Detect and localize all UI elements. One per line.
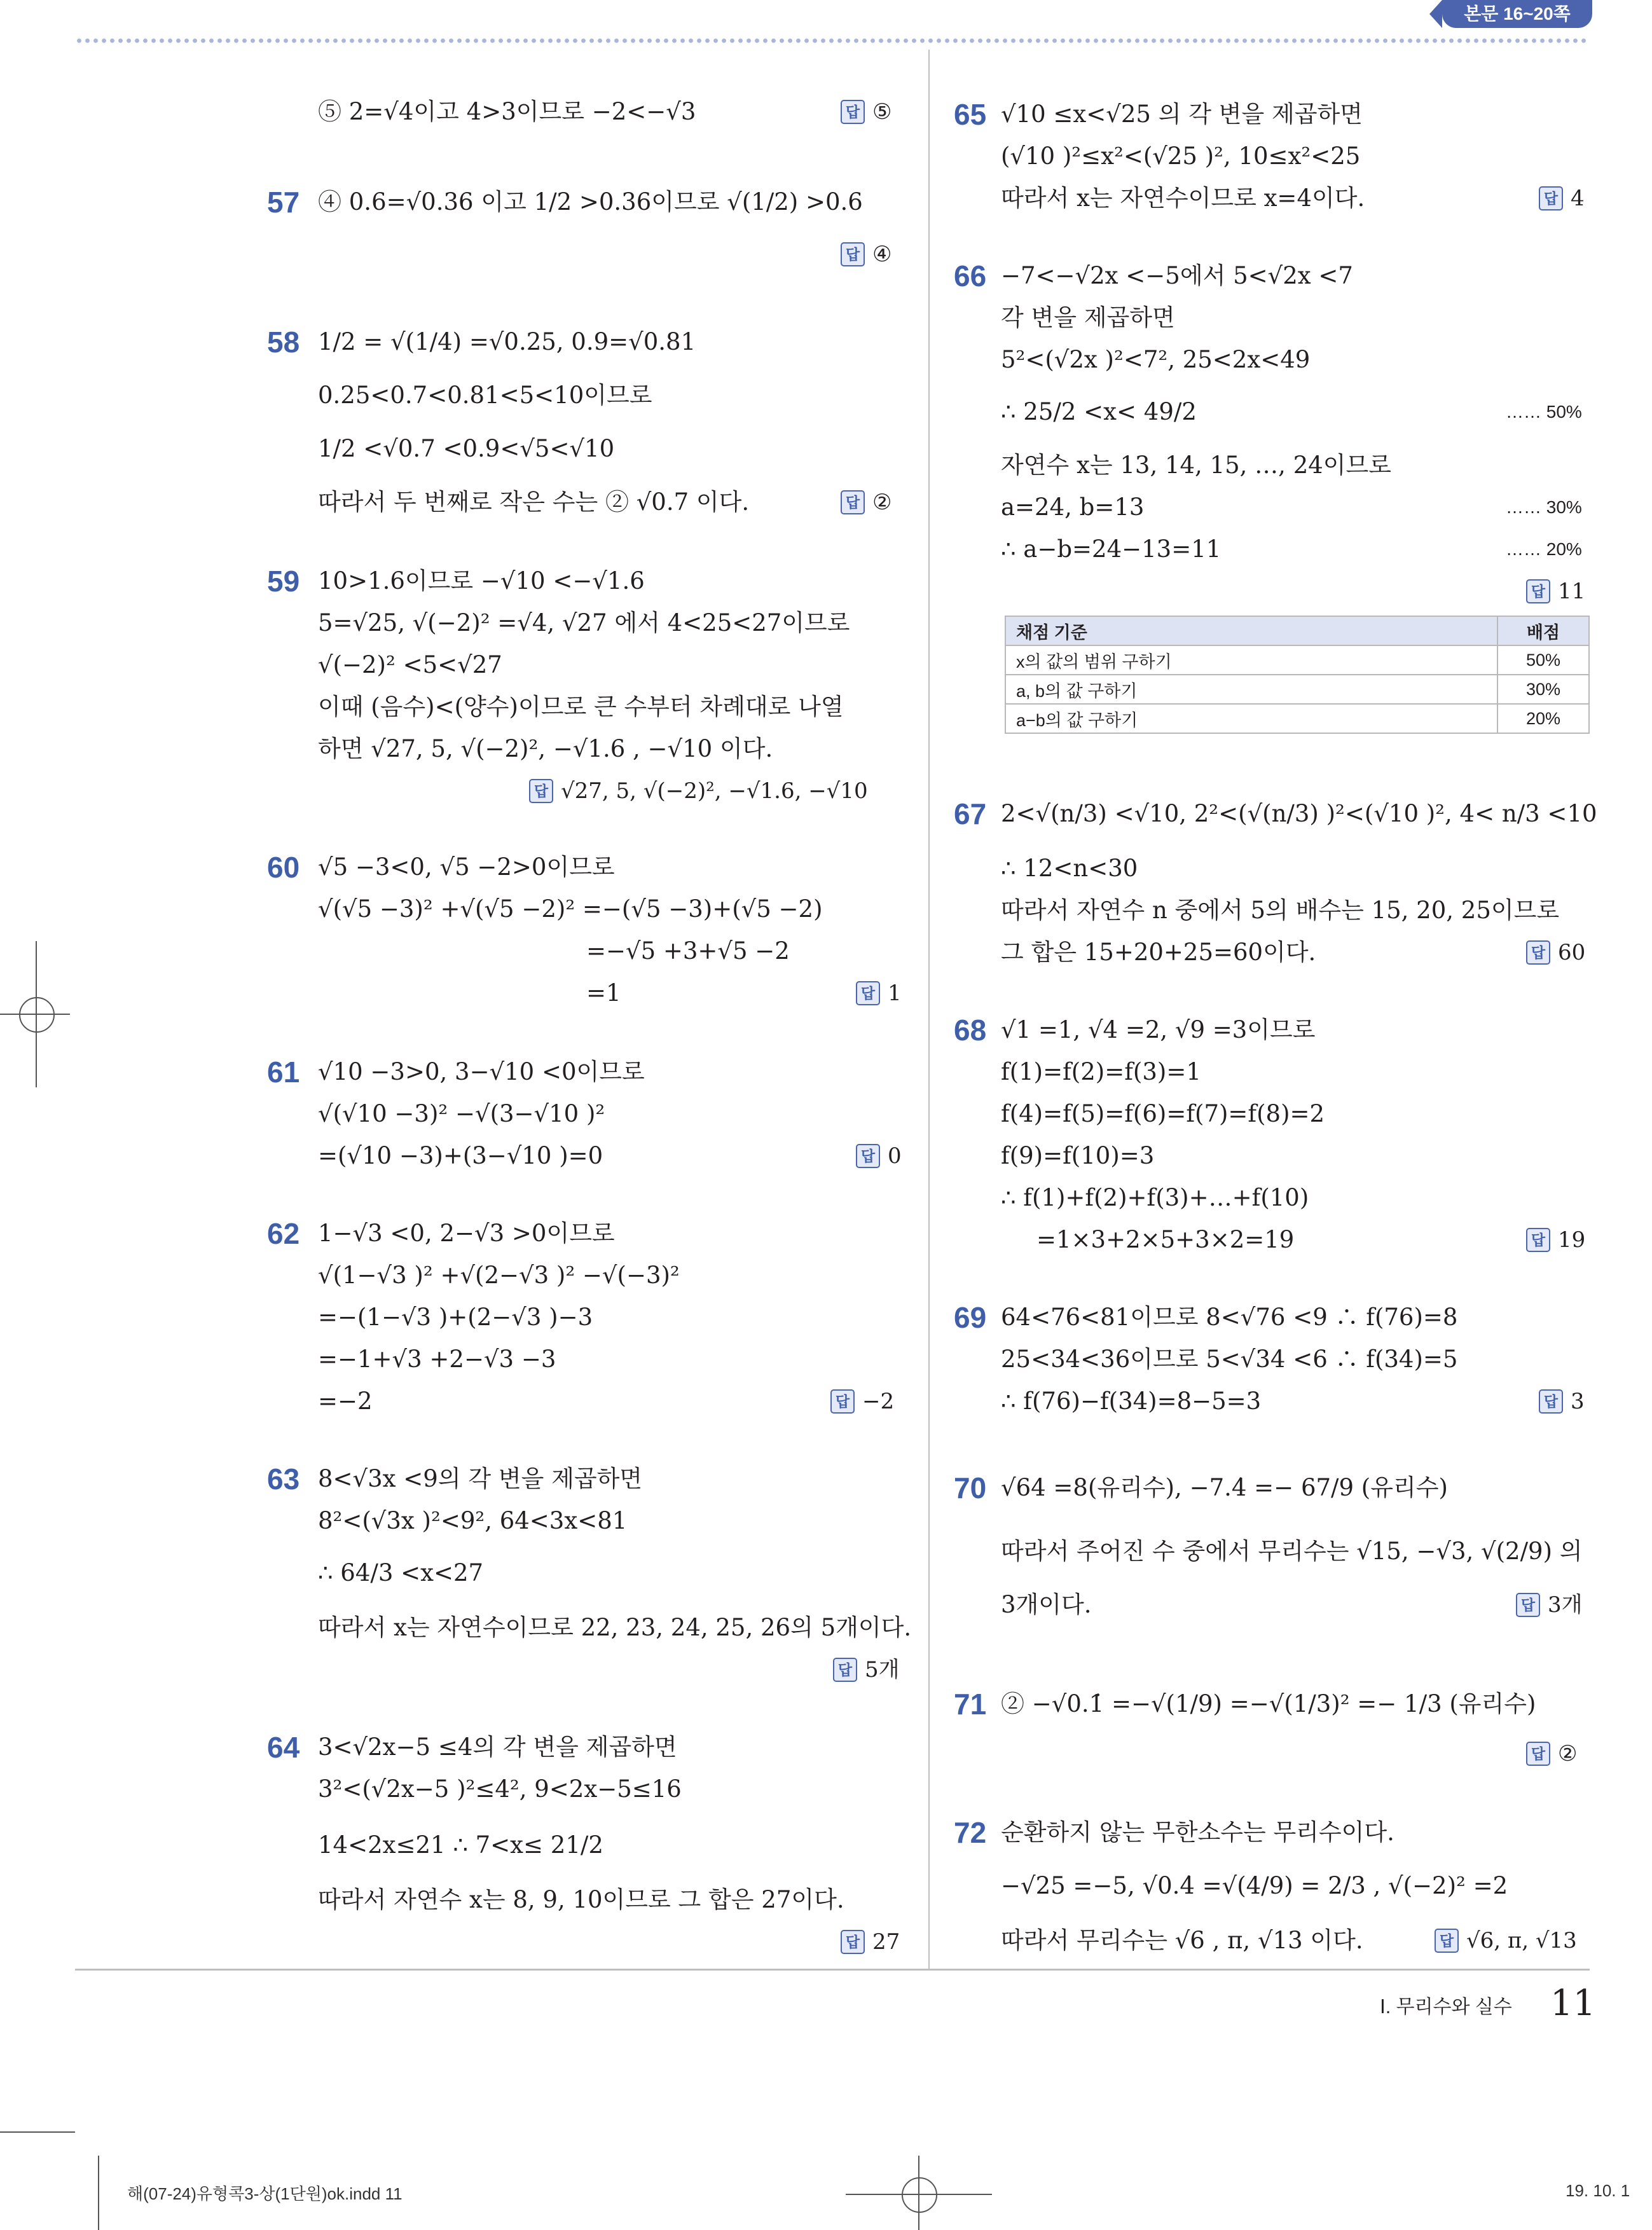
problem-number: 59	[267, 565, 300, 598]
solution-line: √10 ≤x<√25 의 각 변을 제곱하면	[1001, 100, 1363, 128]
grading-criteria: a−b의 값 구하기	[1005, 704, 1497, 733]
solution-line: 64<76<81이므로 8<√76 <9 ∴ f(76)=8	[1001, 1304, 1458, 1331]
solution-line: 따라서 자연수 n 중에서 5의 배수는 15, 20, 25이므로	[1001, 897, 1560, 924]
answer-badge: 답	[841, 490, 865, 514]
answer: 답 0	[856, 1137, 902, 1175]
answer-badge: 답	[841, 242, 865, 266]
answer-badge: 답	[1526, 1742, 1550, 1766]
solution-line: 1/2 <√0.7 <0.9<√5<√10	[318, 435, 615, 462]
grading-header-row	[1005, 616, 1589, 645]
answer-badge: 답	[1516, 1593, 1540, 1617]
answer: 답 5개	[833, 1651, 899, 1689]
table-row	[1005, 675, 1589, 704]
solution-line: −√25 =−5, √0.4̇ =√(4/9) = 2/3 , √(−2)² =2	[1001, 1872, 1508, 1899]
solution-line: 14<2x≤21 ∴ 7<x≤ 21/2	[318, 1831, 603, 1859]
solution-line: ④ 0.6=√0.36 이고 1/2 >0.36이므로 √(1/2) >0.6	[318, 188, 863, 216]
solution-line: 따라서 무리수는 √6 , π, √13 이다.	[1001, 1927, 1363, 1954]
solution-line: =−(1−√3 )+(2−√3 )−3	[318, 1304, 593, 1331]
problem-number: 62	[267, 1217, 300, 1250]
score-percent: …… 20%	[1506, 539, 1582, 559]
grading-criteria: a, b의 값 구하기	[1005, 675, 1497, 704]
problem-number: 57	[267, 186, 300, 219]
answer-badge: 답	[856, 981, 880, 1005]
grading-points: 50%	[1497, 645, 1589, 675]
answer-badge: 답	[841, 1930, 865, 1954]
solution-line: 5²<(√2x )²<7², 25<2x<49	[1001, 346, 1311, 373]
answer: 답 19	[1526, 1221, 1585, 1259]
solution-line: 따라서 x는 자연수이므로 22, 23, 24, 25, 26의 5개이다.	[318, 1614, 912, 1641]
solution-line: ∴ 64/3 <x<27	[318, 1559, 484, 1586]
solution-line: 자연수 x는 13, 14, 15, …, 24이므로	[1001, 451, 1391, 479]
solution-line: 5=√25, √(−2)² =√4, √27 에서 4<25<27이므로	[318, 609, 850, 637]
solution-line: 순환하지 않는 무한소수는 무리수이다.	[1001, 1819, 1394, 1846]
answer: 답 √6, π, √13	[1435, 1922, 1577, 1960]
answer-badge: 답	[529, 779, 553, 803]
problem-number: 58	[267, 326, 300, 359]
problem-number: 66	[954, 259, 987, 293]
answer-badge: 답	[1539, 186, 1563, 210]
answer: 답 3	[1539, 1382, 1585, 1421]
solution-line: ∴ f(1)+f(2)+f(3)+…+f(10)	[1001, 1184, 1309, 1211]
crop-mark	[98, 2156, 99, 2230]
solution-line: 0.25<0.7<0.81<5<10이므로	[318, 382, 652, 409]
problem-number: 65	[954, 98, 987, 131]
solution-line: 8²<(√3x )²<9², 64<3x<81	[318, 1507, 628, 1534]
problem-number: 68	[954, 1014, 987, 1047]
solution-line: 그 합은 15+20+25=60이다.	[1001, 939, 1316, 966]
solution-line: 10>1.6이므로 −√10 <−√1.6	[318, 567, 645, 595]
solution-line: 3<√2x−5 ≤4의 각 변을 제곱하면	[318, 1733, 677, 1761]
solution-line: √64 =8(유리수), −7.4̇ =− 67/9 (유리수)	[1001, 1474, 1448, 1501]
solution-line: √(−2)² <5<√27	[318, 651, 502, 678]
answer-badge: 답	[1526, 579, 1550, 603]
solution-line: =1×3+2×5+3×2=19	[1036, 1226, 1295, 1253]
solution-line: ② −√0.1̇ =−√(1/9) =−√(1/3)² =− 1/3 (유리수)	[1001, 1690, 1536, 1717]
answer: 답 4	[1539, 179, 1585, 217]
score-percent: …… 50%	[1506, 402, 1582, 422]
answer: 답 ②	[1526, 1735, 1577, 1773]
solution-line: =−2	[318, 1387, 373, 1415]
solution-line: 25<34<36이므로 5<√34 <6 ∴ f(34)=5	[1001, 1346, 1458, 1373]
problem-number: 71	[954, 1688, 987, 1721]
dotted-header-rule	[75, 37, 1590, 45]
table-row	[1005, 704, 1589, 733]
registration-mark	[19, 997, 55, 1033]
solution-line: f(9)=f(10)=3	[1001, 1142, 1155, 1169]
problem-number: 64	[267, 1731, 300, 1764]
answer: 답 11	[1526, 572, 1585, 610]
solution-line: ∴ 25/2 <x< 49/2	[1001, 398, 1197, 425]
grading-points: 20%	[1497, 704, 1589, 733]
solution-line: =−1+√3 +2−√3 −3	[318, 1346, 556, 1373]
problem-number: 72	[954, 1816, 987, 1849]
solution-line: 따라서 자연수 x는 8, 9, 10이므로 그 합은 27이다.	[318, 1886, 844, 1913]
answer: 답 3개	[1516, 1586, 1582, 1624]
solution-line: =−√5 +3+√5 −2	[586, 937, 790, 965]
answer-badge: 답	[1526, 1228, 1550, 1252]
grading-points-header: 배점	[1497, 616, 1589, 645]
answer-badge: 답	[833, 1658, 857, 1682]
answer: 답 −2	[830, 1382, 894, 1421]
solution-line: 각 변을 제곱하면	[1001, 304, 1175, 331]
solution-line: a=24, b=13	[1001, 493, 1145, 521]
solution-line: 1/2 = √(1/4) =√0.25, 0.9=√0.81	[318, 328, 696, 355]
file-info: 해(07-24)유형콕3-상(1단원)ok.indd 11	[127, 2184, 403, 2203]
answer: 답 ④	[841, 235, 891, 273]
solution-line: 따라서 x는 자연수이므로 x=4이다.	[1001, 184, 1365, 212]
solution-line: √(√5 −3)² +√(√5 −2)² =−(√5 −3)+(√5 −2)	[318, 895, 823, 923]
solution-line: √(√10 −3)² −√(3−√10 )²	[318, 1100, 605, 1127]
solution-line: 1−√3 <0, 2−√3 >0이므로	[318, 1220, 615, 1247]
answer: 답 √27, 5, √(−2)², −√1.6, −√10	[529, 772, 868, 810]
solution-line: 3개이다.	[1001, 1591, 1092, 1618]
answer-badge: 답	[841, 100, 865, 124]
solution-line: 8<√3x <9의 각 변을 제곱하면	[318, 1465, 643, 1492]
answer-badge: 답	[1435, 1929, 1459, 1953]
score-percent: …… 30%	[1506, 497, 1582, 517]
answer: 답 60	[1526, 933, 1585, 972]
page-number: 11	[1550, 1983, 1596, 2024]
solution-line: 3²<(√2x−5 )²≤4², 9<2x−5≤16	[318, 1775, 682, 1803]
solution-line: 따라서 두 번째로 작은 수는 ② √0.7 이다.	[318, 488, 750, 516]
solution-line: 따라서 주어진 수 중에서 무리수는 √15, −√3, √(2/9) 의	[1001, 1538, 1583, 1565]
problem-number: 63	[267, 1463, 300, 1496]
solution-line: f(4)=f(5)=f(6)=f(7)=f(8)=2	[1001, 1100, 1325, 1127]
problem-number: 69	[954, 1301, 987, 1334]
answer: 답 1	[856, 974, 902, 1012]
solution-line: √5 −3<0, √5 −2>0이므로	[318, 853, 615, 881]
problem-number: 60	[267, 851, 300, 884]
solution-line: f(1)=f(2)=f(3)=1	[1001, 1058, 1201, 1085]
solution-line: ∴ f(76)−f(34)=8−5=3	[1001, 1387, 1262, 1415]
solution-line: √(1−√3 )² +√(2−√3 )² −√(−3)²	[318, 1262, 680, 1289]
crop-mark	[0, 2131, 75, 2133]
solution-line: √10 −3>0, 3−√10 <0이므로	[318, 1058, 645, 1085]
grading-table	[1005, 616, 1590, 734]
problem-number: 61	[267, 1056, 300, 1089]
print-date: 19. 10. 1	[1566, 2181, 1630, 2200]
answer: 답 ②	[841, 483, 891, 521]
solution-line: =(√10 −3)+(3−√10 )=0	[318, 1142, 603, 1169]
answer-badge: 답	[1526, 940, 1550, 965]
answer: 답 27	[841, 1923, 900, 1961]
solution-line: (√10 )²≤x²<(√25 )², 10≤x²<25	[1001, 142, 1361, 170]
problem-number: 67	[954, 797, 987, 830]
solution-line: √1 =1, √4 =2, √9 =3이므로	[1001, 1016, 1316, 1043]
solution-line: ⑤ 2=√4이고 4>3이므로 −2<−√3	[318, 98, 696, 125]
section-page-tab: 본문 16~20쪽	[1442, 0, 1592, 28]
bottom-rule	[75, 1969, 1590, 1971]
grading-criteria-header: 채점 기준	[1005, 616, 1497, 645]
grading-criteria: x의 값의 범위 구하기	[1005, 645, 1497, 675]
grading-points: 30%	[1497, 675, 1589, 704]
registration-mark	[902, 2177, 937, 2213]
answer: 답 ⑤	[841, 93, 891, 131]
solution-line: 하면 √27, 5, √(−2)², −√1.6 , −√10 이다.	[318, 735, 773, 762]
answer-badge: 답	[1539, 1389, 1563, 1414]
solution-line: 2<√(n/3) <√10, 2²<(√(n/3) )²<(√10 )², 4< n/3 <10	[1001, 800, 1597, 827]
answer-badge: 답	[856, 1144, 880, 1168]
solution-line: ∴ 12<n<30	[1001, 855, 1138, 882]
chapter-title: Ⅰ. 무리수와 실수	[1380, 1997, 1512, 2018]
solution-line: 이때 (음수)<(양수)이므로 큰 수부터 차례대로 나열	[318, 693, 844, 720]
answer-badge: 답	[830, 1389, 855, 1414]
solution-line: =1	[586, 979, 621, 1007]
solution-line: −7<−√2x <−5에서 5<√2x <7	[1001, 262, 1353, 289]
table-row	[1005, 645, 1589, 675]
problem-number: 70	[954, 1471, 987, 1504]
solution-line: ∴ a−b=24−13=11	[1001, 535, 1222, 563]
column-divider	[928, 50, 930, 1970]
